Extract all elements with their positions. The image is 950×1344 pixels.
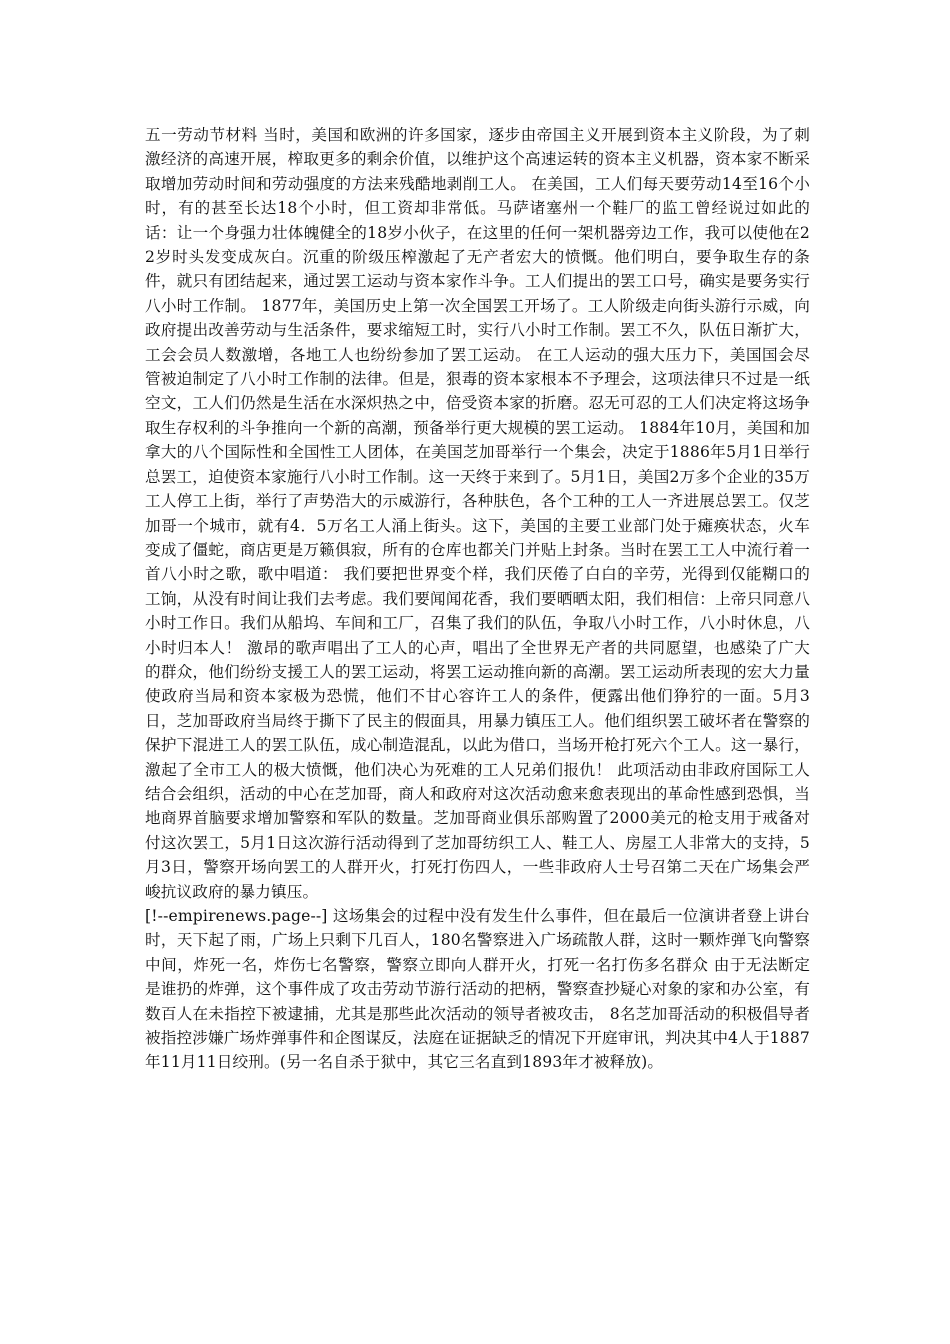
document-body — [145, 123, 810, 1075]
paragraph-may-day-history: 五一劳动节材料 当时，美国和欧洲的许多国家，逐步由帝国主义开展到资本主义阶段，为了刺激经济的高速开展，榨取更多的剩余价值，以维护这个高速运转的资本主义机器，资本家不断采取增加劳动时间和劳动强度的方法来残酷地剥削工人。 在美国，工人们每天要劳动14至16个小时，有的甚至长达18个小时，但工资却非常低。马萨诸塞州一个鞋厂的监工曾经说过如此的话：让一个身强力壮体魄健全的18岁小伙子，在这里的任何一架机器旁边工作，我可以使他在22岁时头发变成灰白。沉重的阶级压榨激起了无产者宏大的愤慨。他们明白，要争取生存的条件，就只有团结起来，通过罢工运动与资本家作斗争。工人们提出的罢工口号，确实是要务实行八小时工作制。 1877年，美国历史上第一次全国罢工开场了。工人阶级走向街头游行示威，向政府提出改善劳动与生活条件，要求缩短工时，实行八小时工作制。罢工不久，队伍日渐扩大，工会会员人数激增，各地工人也纷纷参加了罢工运动。 在工人运动的强大压力下，美国国会尽管被迫制定了八小时工作制的法律。但是，狠毒的资本家根本不予理会，这项法律只不过是一纸空文，工人们仍然是生活在水深炽热之中，倍受资本家的折磨。忍无可忍的工人们决定将这场争取生存权利的斗争推向一个新的高潮，预备举行更大规模的罢工运动。 1884年10月，美国和加拿大的八个国际性和全国性工人团体，在美国芝加哥举行一个集会，决定于1886年5月1日举行总罢工，迫使资本家施行八小时工作制。这一天终于来到了。5月1日，美国2万多个企业的35万工人停工上街，举行了声势浩大的示威游行，各种肤色，各个工种的工人一齐进展总罢工。仅芝加哥一个城市，就有4．5万名工人涌上街头。这下，美国的主要工业部门处于瘫痪状态，火车变成了僵蛇，商店更是万籁俱寂，所有的仓库也都关门并贴上封条。当时在罢工工人中流行着一首八小时之歌，歌中唱道： 我们要把世界变个样，我们厌倦了白白的辛劳，光得到仅能糊口的工饷，从没有时间让我们去考虑。我们要闻闻花香，我们要晒晒太阳，我们相信：上帝只同意八小时工作日。我们从船坞、车间和工厂，召集了我们的队伍，争取八小时工作，八小时休息，八小时归本人！ 激昂的歌声唱出了工人的心声，唱出了全世界无产者的共同愿望，也感染了广大的群众，他们纷纷支援工人的罢工运动，将罢工运动推向新的高潮。罢工运动所表现的宏大力量使政府当局和资本家极为恐慌，他们不甘心容许工人的条件，便露出他们狰狞的一面。5月3日，芝加哥政府当局终于撕下了民主的假面具，用暴力镇压工人。他们组织罢工破坏者在警察的保护下混进工人的罢工队伍，成心制造混乱，以此为借口，当场开枪打死六个工人。这一暴行，激起了全市工人的极大愤慨，他们决心为死难的工人兄弟们报仇！ 此项活动由非政府国际工人结合会组织，活动的中心在芝加哥，商人和政府对这次活动愈来愈表现出的革命性感到恐惧，当地商界首脑要求增加警察和军队的数量。芝加哥商业俱乐部购置了2000美元的枪支用于戒备对付这次罢工，5月1日这次游行活动得到了芝加哥纺织工人、鞋工人、房屋工人非常大的支持，5月3日，警察开场向罢工的人群开火，打死打伤四人，一些非政府人士号召第二天在广场集会严峻抗议政府的暴力镇压。 — [145, 126, 811, 901]
paragraph-haymarket-aftermath: [!--empirenews.page--] 这场集会的过程中没有发生什么事件，但在最后一位演讲者登上讲台时，天下起了雨，广场上只剩下几百人，180名警察进入广场疏散人群，这时一颗炸弹飞向警察中间，炸死一名，炸伤七名警察，警察立即向人群开火，打死一名打伤多名群众 由于无法断定是谁扔的炸弹，这个事件成了攻击劳动节游行活动的把柄，警察查抄疑心对象的家和办公室，有数百人在未指控下被逮捕，尤其是那些此次活动的领导者被攻击， 8名芝加哥活动的积极倡导者被指控涉嫌广场炸弹事件和企图谋反，法庭在证据缺乏的情况下开庭审讯，判决其中4人于1887年11月11日绞刑。(另一名自杀于狱中，其它三名直到1893年才被释放)。 — [145, 907, 810, 1072]
